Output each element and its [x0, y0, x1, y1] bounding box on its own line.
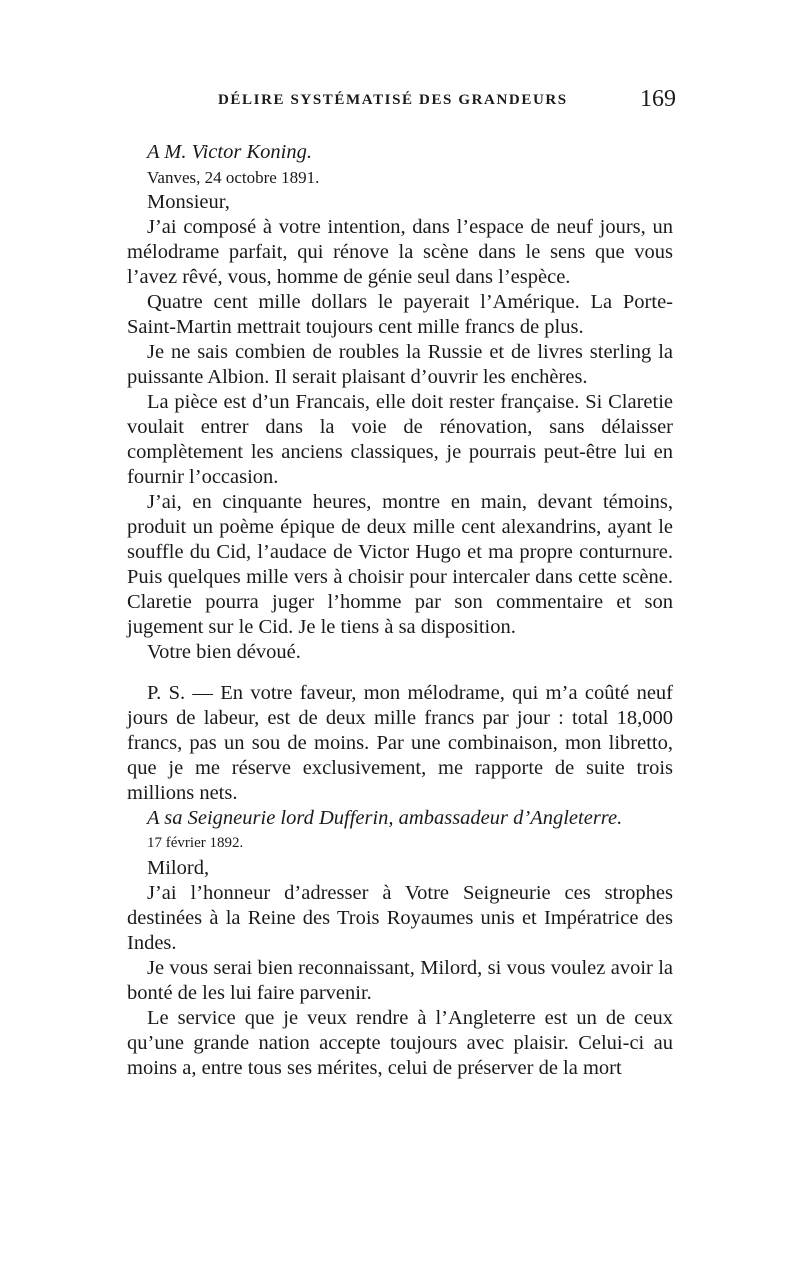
salutation: Monsieur, — [147, 191, 230, 213]
letter-date: Vanves, 24 octobre 1891. — [147, 168, 320, 187]
paragraph: J’ai composé à votre intention, dans l’espace de neuf jours, un mélodrame parfait, qui rénove la scène dans le sens que vous l’avez rêvé, vous, homme de génie seul dans l’espèce. — [127, 216, 673, 288]
letter-title: A sa Seigneurie lord Dufferin, ambassadeur d’Angleterre. — [147, 807, 623, 829]
page-body — [127, 140, 673, 1081]
paragraph: Quatre cent mille dollars le payerait l’Amérique. La Porte-Saint-Martin mettrait toujours cent mille francs de plus. — [127, 291, 673, 338]
letter-title: A M. Victor Koning. — [147, 141, 312, 163]
page-header — [0, 86, 800, 116]
paragraph: Je ne sais combien de roubles la Russie et de livres sterling la puissante Albion. Il serait plaisant d’ouvrir les enchères. — [127, 341, 673, 388]
paragraph: J’ai l’honneur d’adresser à Votre Seigneurie ces strophes destinées à la Reine des Trois Royaumes unis et Impératrice des Indes. — [127, 882, 673, 954]
paragraph: Le service que je veux rendre à l’Angleterre est un de ceux qu’une grande nation accepte toujours avec plaisir. Celui-ci au moins a, entre tous ses mérites, celui de préserver de la mort — [127, 1007, 673, 1079]
paragraph: La pièce est d’un Francais, elle doit rester française. Si Claretie voulait entrer dans la voie de rénovation, sans délaisser complètement les anciens classiques, je pourrais peut-être lui en fournir l’occasion. — [127, 391, 673, 488]
salutation: Milord, — [147, 857, 210, 879]
postscript: P. S. — En votre faveur, mon mélodrame, qui m’a coûté neuf jours de labeur, est de deux mille francs par jour : total 18,000 francs, pas un sou de moins. Par une combinaison, mon libretto, que je me réserve exclusivement, me rapporte de suite trois millions nets. — [127, 682, 673, 804]
closing: Votre bien dévoué. — [147, 641, 301, 663]
paragraph: J’ai, en cinquante heures, montre en main, devant témoins, produit un poème épique de deux mille cent alexandrins, ayant le souffle du Cid, l’audace de Victor Hugo et ma propre conturnure. Puis quelques mille vers à choisir pour intercaler dans cette scène. Claretie pourra juger l’homme par son commentaire et son jugement sur le Cid. Je le tiens à sa disposition. — [127, 491, 673, 638]
letter-date: 17 février 1892. — [147, 835, 244, 851]
paragraph: Je vous serai bien reconnaissant, Milord, si vous voulez avoir la bonté de les lui faire parvenir. — [127, 957, 673, 1004]
page-number: 169 — [640, 86, 676, 112]
running-title: DÉLIRE SYSTÉMATISÉ DES GRANDEURS — [218, 92, 568, 108]
